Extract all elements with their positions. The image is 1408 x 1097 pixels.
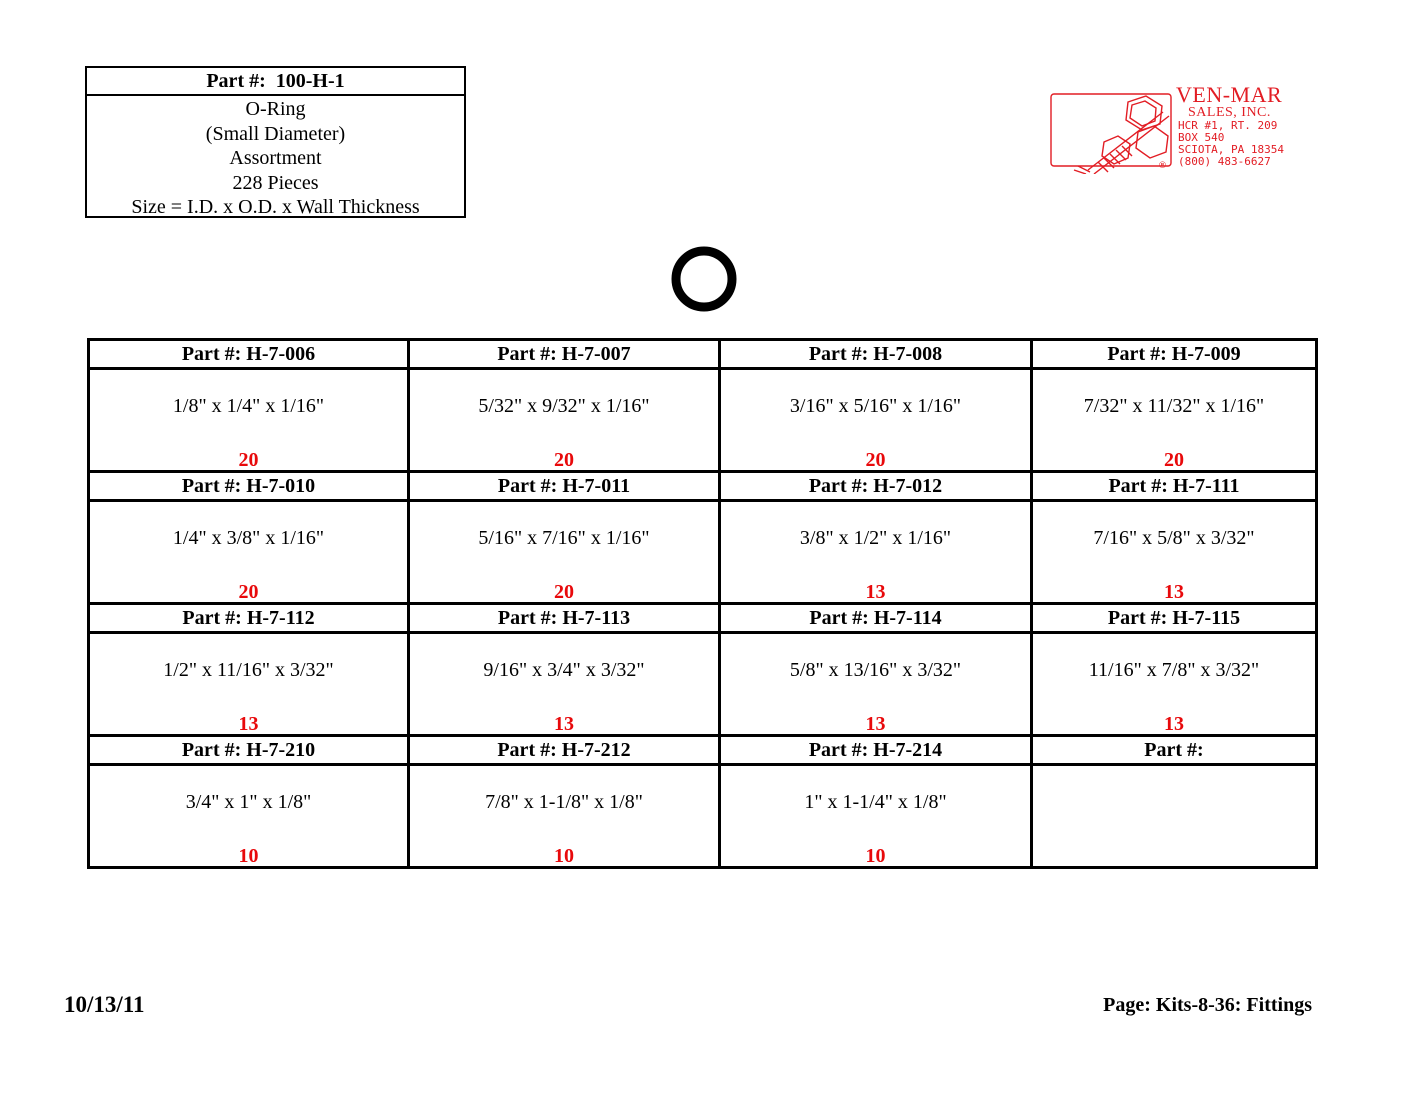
part-size: 1" x 1-1/4" x 1/8" bbox=[804, 791, 947, 813]
registered-mark: ® bbox=[1158, 161, 1167, 171]
part-number-cell: Part #: H-7-008 bbox=[720, 340, 1032, 369]
part-detail-row bbox=[89, 369, 1317, 472]
part-detail-cell bbox=[89, 633, 409, 736]
part-detail-cell bbox=[409, 765, 720, 868]
logo-address-4: (800) 483-6627 bbox=[1178, 155, 1271, 168]
logo-text bbox=[1176, 84, 1284, 168]
part-detail-cell bbox=[1032, 765, 1317, 868]
part-quantity: 20 bbox=[865, 449, 886, 471]
part-detail-cell bbox=[1032, 369, 1317, 472]
part-number-cell: Part #: H-7-011 bbox=[409, 472, 720, 501]
kit-line-type: Assortment bbox=[229, 147, 322, 170]
part-number-cell: Part #: H-7-009 bbox=[1032, 340, 1317, 369]
part-detail-row bbox=[89, 765, 1317, 868]
kit-line-subtype: (Small Diameter) bbox=[205, 122, 346, 145]
part-quantity: 20 bbox=[554, 581, 574, 603]
part-number-cell: Part #: H-7-210 bbox=[89, 736, 409, 765]
part-header-row bbox=[89, 340, 1317, 369]
part-detail-cell bbox=[89, 501, 409, 604]
part-size: 7/16" x 5/8" x 3/32" bbox=[1093, 527, 1255, 549]
part-size: 7/8" x 1-1/8" x 1/8" bbox=[485, 791, 643, 813]
nut-bolt-icon bbox=[1074, 96, 1169, 174]
part-size: 5/8" x 13/16" x 3/32" bbox=[789, 659, 962, 681]
part-detail-cell bbox=[409, 633, 720, 736]
part-quantity: 13 bbox=[238, 713, 259, 735]
part-number-cell: Part #: H-7-113 bbox=[409, 604, 720, 633]
part-size: 1/4" x 3/8" x 1/16" bbox=[172, 527, 325, 549]
part-detail-cell bbox=[1032, 633, 1317, 736]
part-quantity: 10 bbox=[865, 845, 886, 867]
part-detail-cell bbox=[89, 765, 409, 868]
kit-part-number: Part #: 100-H-1 bbox=[87, 68, 464, 96]
part-size: 3/8" x 1/2" x 1/16" bbox=[799, 527, 952, 549]
footer-page-label: Page: Kits-8-36: Fittings bbox=[1103, 994, 1312, 1016]
part-detail-row bbox=[89, 501, 1317, 604]
part-size: 9/16" x 3/4" x 3/32" bbox=[483, 659, 645, 681]
part-number-cell: Part #: H-7-111 bbox=[1032, 472, 1317, 501]
part-number-cell: Part #: H-7-112 bbox=[89, 604, 409, 633]
part-quantity: 10 bbox=[238, 845, 259, 867]
logo-address-1: HCR #1, RT. 209 bbox=[1178, 119, 1278, 132]
part-quantity: 13 bbox=[865, 581, 886, 603]
part-number-cell: Part #: H-7-007 bbox=[409, 340, 720, 369]
part-size: 1/8" x 1/4" x 1/16" bbox=[172, 395, 325, 417]
part-detail-cell bbox=[409, 501, 720, 604]
logo-address-3: SCIOTA, PA 18354 bbox=[1178, 143, 1284, 156]
part-size: 3/4" x 1" x 1/8" bbox=[185, 791, 312, 813]
part-quantity: 13 bbox=[865, 713, 886, 735]
logo-brand: VEN-MAR bbox=[1176, 82, 1283, 107]
part-detail-cell bbox=[720, 633, 1032, 736]
part-quantity: 20 bbox=[554, 449, 574, 471]
part-detail-cell bbox=[720, 765, 1032, 868]
part-number-cell: Part #: H-7-212 bbox=[409, 736, 720, 765]
part-detail-cell bbox=[1032, 501, 1317, 604]
part-header-row bbox=[89, 736, 1317, 765]
kit-line-product: O-Ring bbox=[245, 98, 306, 120]
part-quantity: 13 bbox=[1164, 713, 1184, 735]
part-quantity: 20 bbox=[238, 449, 259, 471]
part-number-cell: Part #: H-7-214 bbox=[720, 736, 1032, 765]
part-quantity: 13 bbox=[554, 713, 574, 735]
kit-line-size-legend: Size = I.D. x O.D. x Wall Thickness bbox=[131, 196, 420, 219]
part-size: 5/16" x 7/16" x 1/16" bbox=[478, 527, 650, 549]
part-detail-cell bbox=[720, 369, 1032, 472]
part-detail-cell bbox=[89, 369, 409, 472]
part-size: 1/2" x 11/16" x 3/32" bbox=[163, 659, 334, 681]
part-number-cell: Part #: H-7-010 bbox=[89, 472, 409, 501]
part-number-cell: Part #: H-7-114 bbox=[720, 604, 1032, 633]
part-quantity: 20 bbox=[238, 581, 259, 603]
part-quantity: 13 bbox=[1164, 581, 1184, 603]
part-number-cell: Part #: H-7-115 bbox=[1032, 604, 1317, 633]
part-size: 3/16" x 5/16" x 1/16" bbox=[789, 395, 962, 417]
o-ring-icon bbox=[671, 246, 737, 312]
part-number-cell: Part #: H-7-012 bbox=[720, 472, 1032, 501]
part-quantity: 20 bbox=[1164, 449, 1184, 471]
part-detail-row bbox=[89, 633, 1317, 736]
kit-line-count: 228 Pieces bbox=[232, 171, 319, 194]
parts-table bbox=[87, 338, 1318, 869]
part-detail-cell bbox=[409, 369, 720, 472]
kit-description bbox=[87, 96, 464, 220]
footer-date: 10/13/11 bbox=[64, 992, 145, 1017]
part-number-cell: Part #: H-7-006 bbox=[89, 340, 409, 369]
part-number-cell: Part #: bbox=[1032, 736, 1317, 765]
kit-info-box bbox=[85, 66, 466, 218]
part-size: 5/32" x 9/32" x 1/16" bbox=[478, 395, 650, 417]
part-size: 11/16" x 7/8" x 3/32" bbox=[1088, 659, 1260, 681]
part-header-row bbox=[89, 472, 1317, 501]
logo-address-2: BOX 540 bbox=[1178, 131, 1225, 144]
logo-sub: SALES, INC. bbox=[1188, 105, 1271, 120]
part-detail-cell bbox=[720, 501, 1032, 604]
part-header-row bbox=[89, 604, 1317, 633]
part-size: 7/32" x 11/32" x 1/16" bbox=[1083, 395, 1265, 417]
part-quantity: 10 bbox=[554, 845, 574, 867]
